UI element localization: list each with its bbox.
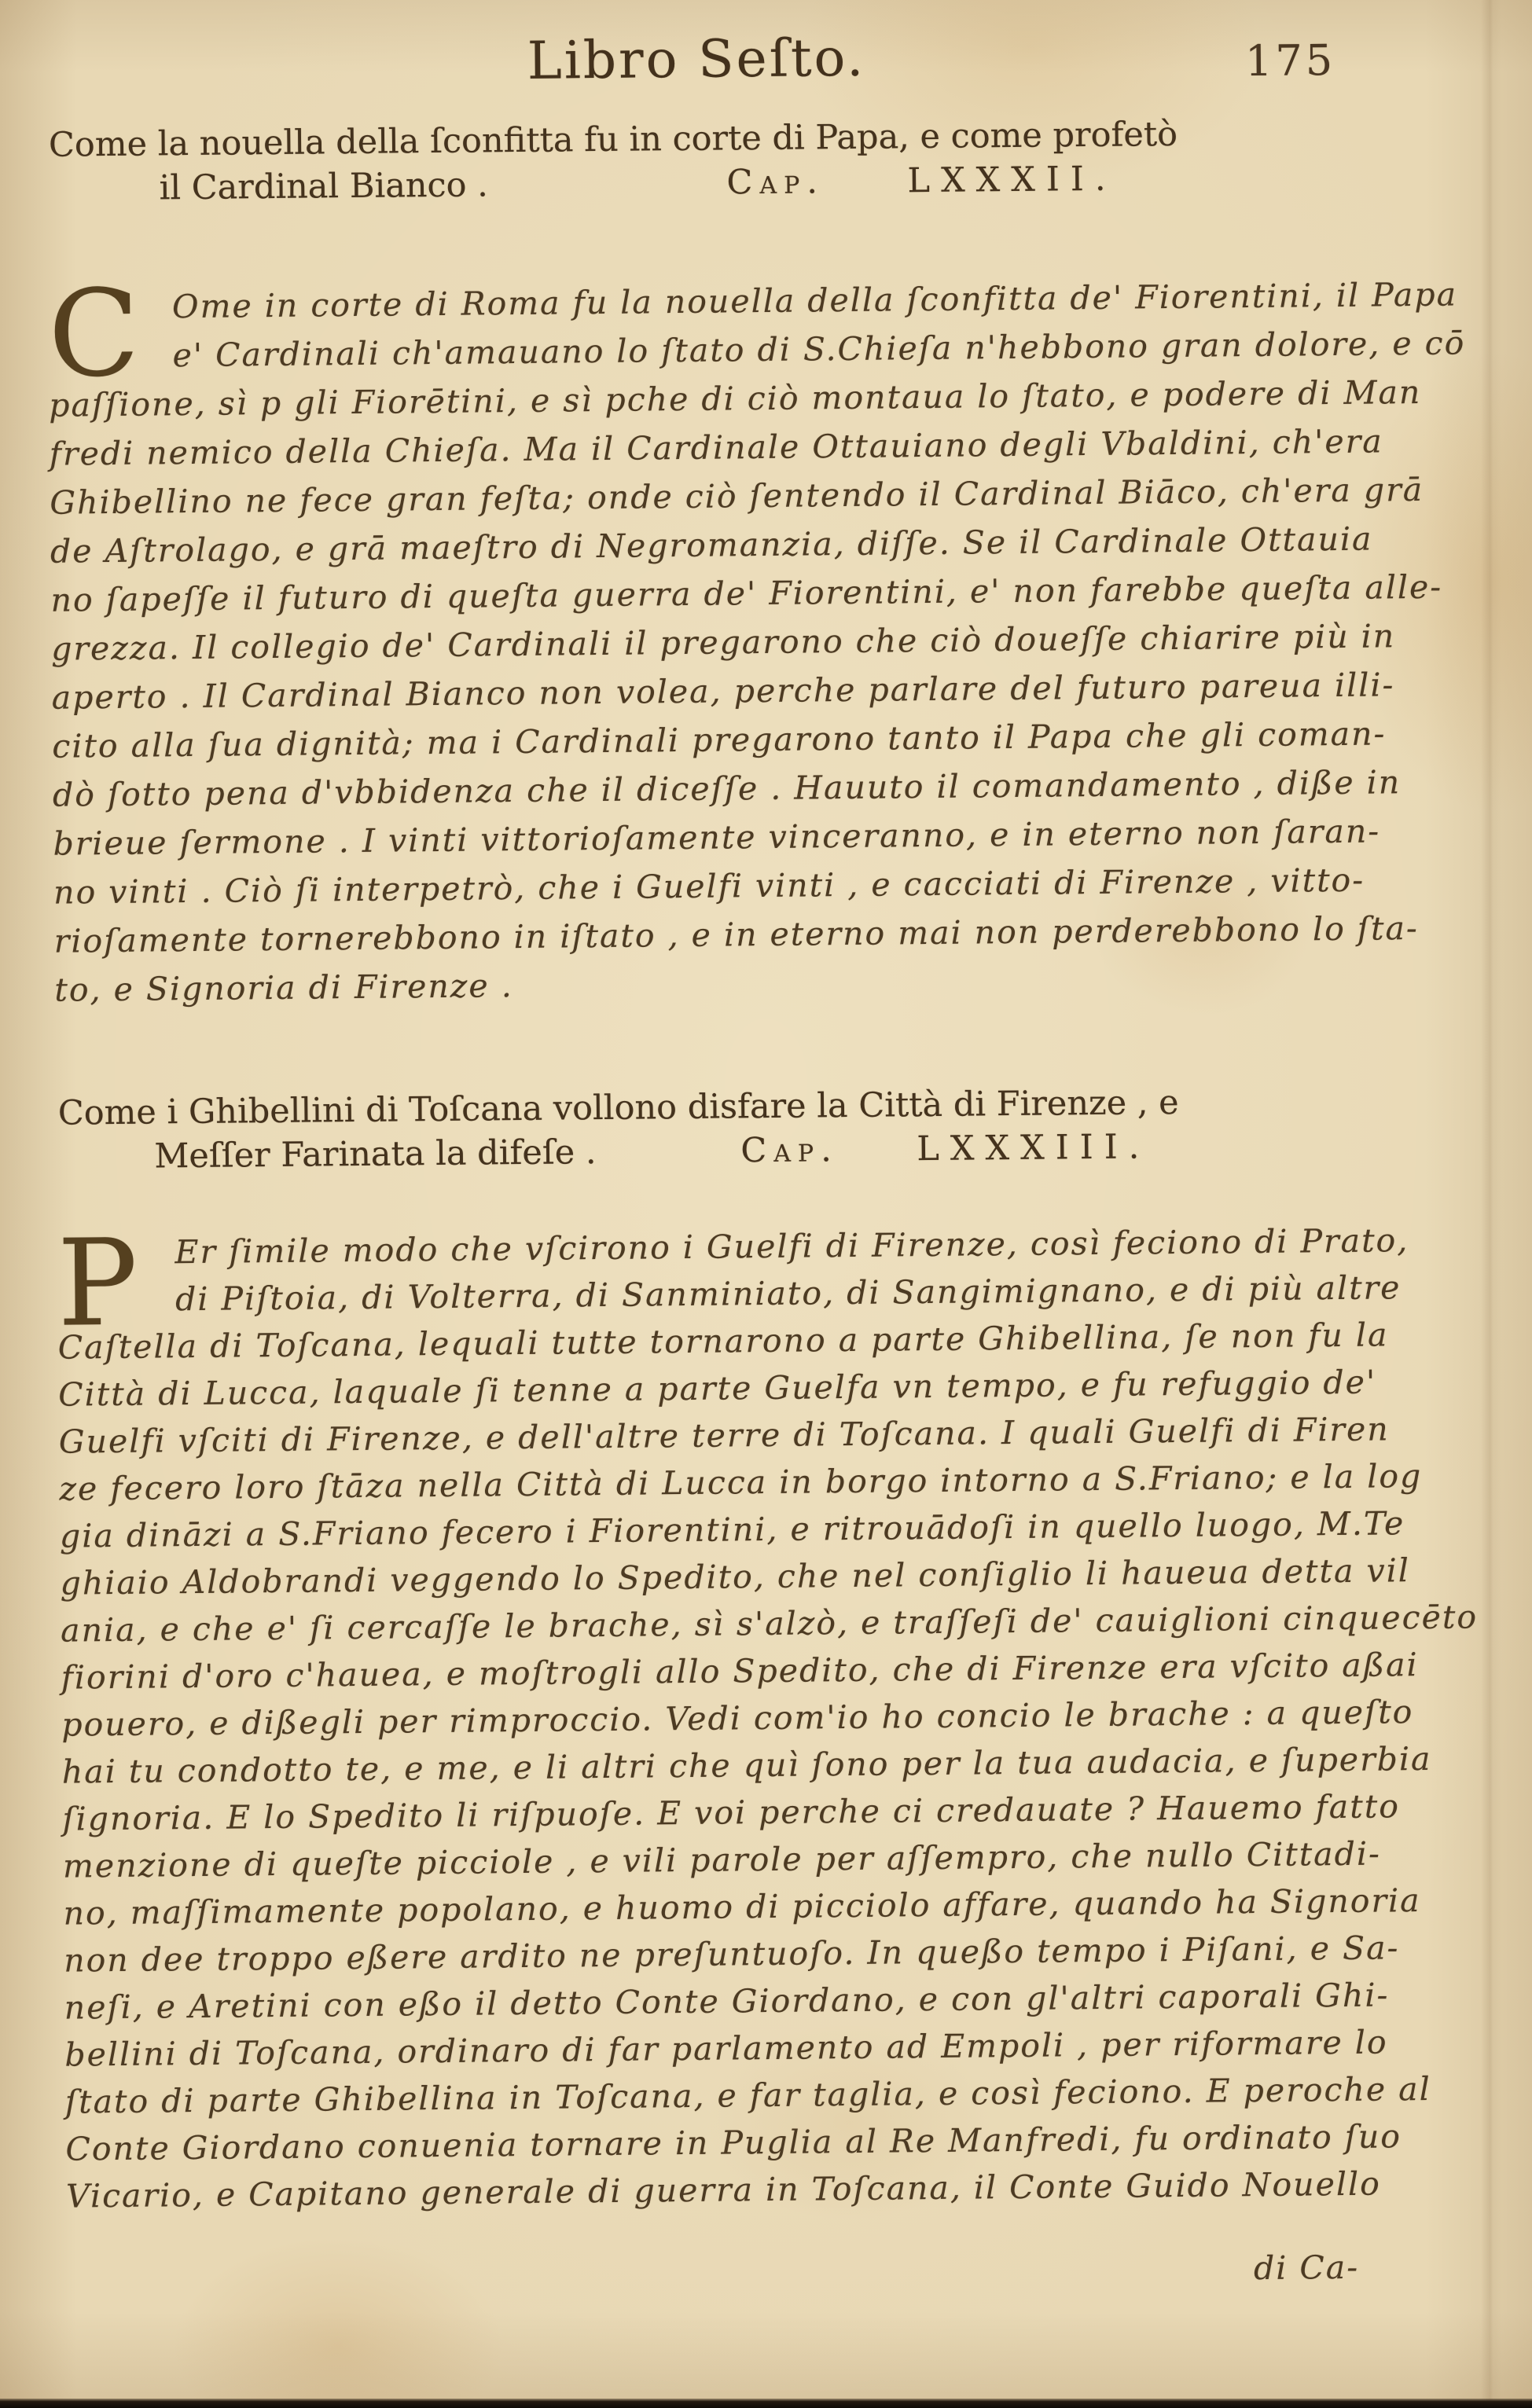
scan-bottom-edge bbox=[0, 2399, 1532, 2408]
chapter-number: LXXXIII. bbox=[917, 1127, 1151, 1169]
drop-cap: C bbox=[47, 263, 141, 404]
drop-cap: P bbox=[57, 1213, 139, 1353]
text-line: paſſione, sì p gli Fiorētini, e sì pche di ciò montaua lo ſtato, e podere di Man bbox=[48, 373, 1422, 424]
cap-label: Cap. bbox=[740, 1130, 839, 1171]
chapter-heading-subject: il Cardinal Bianco . bbox=[159, 165, 489, 208]
text-line: fiorini d'oro c'hauea, e moſtrogli allo Spedito, che di Firenze era vſcito aßai bbox=[61, 1646, 1419, 1697]
text-line: pouero, e dißegli per rimproccio. Vedi com'io ho concio le brache : a queſto bbox=[61, 1693, 1414, 1744]
text-line: bellini di Toſcana, ordinaro di far parlamento ad Empoli , per riformare lo bbox=[64, 2023, 1388, 2074]
chapter-heading-subject: Meſſer Farinata la difeſe . bbox=[154, 1132, 597, 1176]
chapter-82-paragraph bbox=[47, 263, 1486, 1014]
text-line: cito alla ſua dignità; ma i Cardinali pregarono tanto il Papa che gli coman- bbox=[52, 714, 1387, 765]
text-line: Vicario, e Capitano generale di guerra in Toſcana, il Conte Guido Nouello bbox=[65, 2164, 1381, 2215]
text-line: de Aſtrolago, e grā maeſtro di Negromanzia, diſſe. Se il Cardinale Ottauia bbox=[50, 519, 1373, 571]
text-line: dò ſotto pena d'vbbidenza che il diceſſe . Hauuto il comandamento , diße in bbox=[52, 763, 1402, 814]
chapter-number: LXXXII. bbox=[907, 159, 1117, 201]
text-line: no ſapeſſe il futuro di queſta guerra de' Fiorentini, e' non farebbe queſta alle- bbox=[50, 567, 1443, 619]
text-line: Ghibellino ne fece gran feſta; onde ciò ſentendo il Cardinal Biāco, ch'era grā bbox=[50, 470, 1424, 522]
cap-label: Cap. bbox=[726, 162, 825, 203]
text-line: menzione di queſte picciole , e vili parole per aſſempro, che nullo Cittadi- bbox=[62, 1834, 1382, 1885]
text-line: to, e Signoria di Firenze . bbox=[54, 967, 513, 1009]
text-line: Città di Lucca, laquale ſi tenne a parte Guelfa vn tempo, e fu refuggio de' bbox=[58, 1363, 1377, 1414]
text-line: non dee troppo eßere ardito ne preſuntuoſo. In queßo tempo i Piſani, e Sa- bbox=[63, 1929, 1400, 1980]
text-line: no vinti . Ciò ſi interpetrò, che i Guelfi vinti , e cacciati di Firenze , vitto- bbox=[53, 861, 1365, 912]
text-line: fredi nemico della Chieſa. Ma il Cardinale Ottauiano degli Vbaldini, ch'era bbox=[49, 422, 1383, 473]
text-line: ghiaio Aldobrandi veggendo lo Spedito, che nel conſiglio li haueua detta vil bbox=[60, 1551, 1411, 1602]
chapter-83-paragraph bbox=[57, 1213, 1497, 2219]
catchword: di Ca- bbox=[1253, 2248, 1360, 2288]
text-line: gia dināzi a S.Friano fecero i Fiorentini, e ritrouādoſi in quello luogo, M.Te bbox=[59, 1504, 1405, 1555]
text-line: aperto . Il Cardinal Bianco non volea, perche parlare del futuro pareua illi- bbox=[51, 666, 1395, 717]
text-line: no, maſſimamente popolano, e huomo di picciolo affare, quando ha Signoria bbox=[63, 1881, 1421, 1933]
text-line: Guelfi vſciti di Firenze, e dell'altre terre di Toſcana. I quali Guelfi di Firen bbox=[58, 1410, 1390, 1461]
chapter-heading-line: Come la nouella della ſconfitta fu in corte di Papa, e come profetò bbox=[48, 114, 1178, 165]
chapter-82-heading bbox=[49, 112, 1178, 211]
chapter-heading-line: Come i Ghibellini di Toſcana vollono disfare la Città di Firenze , e bbox=[57, 1082, 1179, 1133]
text-line: Caſtella di Toſcana, lequali tutte tornarono a parte Ghibellina, ſe non fu la bbox=[57, 1316, 1389, 1367]
text-line: di Piſtoia, di Volterra, di Sanminiato, di Sangimignano, e di più altre bbox=[175, 1268, 1402, 1319]
text-line: Conte Giordano conuenia tornare in Puglia al Re Manfredi, fu ordinato ſuo bbox=[65, 2117, 1402, 2168]
text-line: rioſamente tornerebbono in iſtato , e in eterno mai non perderebbono lo ſta- bbox=[53, 909, 1419, 960]
running-head: Libro Seſto. bbox=[527, 27, 866, 91]
text-line: hai tu condotto te, e me, e li altri che quì ſono per la tua audacia, e ſuperbia bbox=[61, 1739, 1432, 1791]
text-line: Er ſimile modo che vſcirono i Guelfi di Firenze, così feciono di Prato, bbox=[175, 1221, 1409, 1272]
page-number: 175 bbox=[1244, 35, 1336, 86]
text-line: grezza. Il collegio de' Cardinali il pregarono che ciò doueſſe chiarire più in bbox=[50, 617, 1396, 668]
text-line: e' Cardinali ch'amauano lo ſtato di S.Chieſa n'hebbono gran dolore, e cō bbox=[172, 324, 1466, 375]
chapter-83-heading bbox=[58, 1081, 1180, 1180]
text-line: Ome in corte di Roma fu la nouella della ſconfitta de' Fiorentini, il Papa bbox=[171, 275, 1458, 326]
text-line: ze fecero loro ſtāza nella Città di Lucca in borgo intorno a S.Friano; e la log bbox=[59, 1457, 1423, 1508]
text-line: brieue ſermone . I vinti vittorioſamente vinceranno, e in eterno non ſaran- bbox=[53, 812, 1381, 863]
paragraph-lines bbox=[57, 1213, 1497, 2219]
text-line: ſtato di parte Ghibellina in Toſcana, e far taglia, e così feciono. E peroche al bbox=[64, 2069, 1431, 2121]
text-line: ania, e che e' ſi cercaſſe le brache, sì s'alzò, e traſſeſi de' cauiglioni cinquecēto bbox=[60, 1598, 1479, 1650]
text-line: neſi, e Aretini con eßo il detto Conte Giordano, e con gl'altri caporali Ghi- bbox=[64, 1976, 1390, 2027]
text-line: ſignoria. E lo Spedito li riſpuoſe. E voi perche ci credauate ? Hauemo fatto bbox=[62, 1787, 1401, 1838]
paragraph-lines bbox=[47, 263, 1486, 1014]
